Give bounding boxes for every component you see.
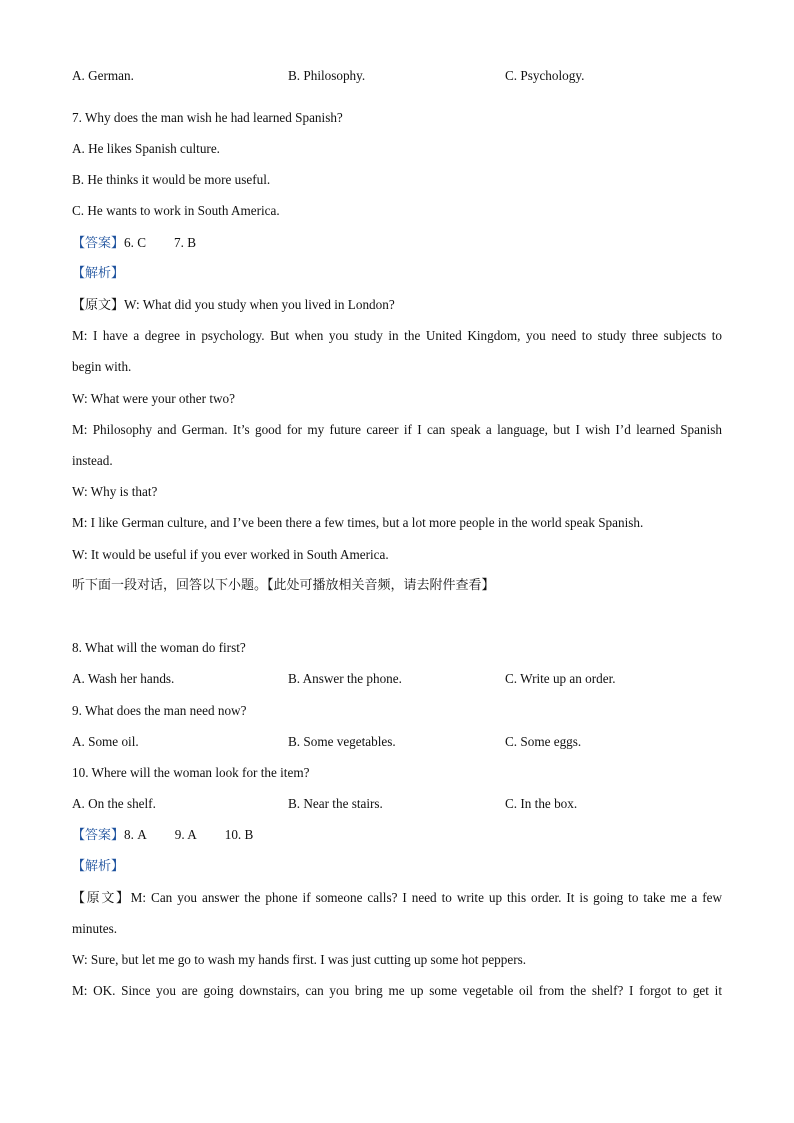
q8-option-b: B. Answer the phone. (288, 671, 402, 686)
q7-question: 7. Why does the man wish he had learned Spanish? (72, 110, 343, 125)
transcript-2-line-2: W: Sure, but let me go to wash my hands first. I was just cutting up some hot peppers. (72, 952, 527, 967)
q7-option-b: B. He thinks it would be more useful. (72, 172, 271, 187)
transcript-1-line-1: 【原文】W: What did you study when you lived in London? (72, 297, 395, 313)
q7-option-a: A. He likes Spanish culture. (72, 141, 220, 156)
transcript-tag: 【原文】 (72, 298, 125, 313)
q10-option-a: A. On the shelf. (72, 796, 156, 811)
q6-option-a: A. German. (72, 68, 134, 83)
transcript-1-line-2b: begin with. (72, 359, 132, 374)
answer-9: 9. A (174, 827, 197, 842)
answer-6: 6. C (124, 235, 146, 250)
q8-question: 8. What will the woman do first? (72, 640, 246, 655)
q10-question: 10. Where will the woman look for the item? (72, 765, 310, 780)
q7-option-c: C. He wants to work in South America. (72, 203, 280, 218)
q8-option-a: A. Wash her hands. (72, 671, 175, 686)
q8-option-c: C. Write up an order. (505, 671, 616, 686)
q10-option-b: B. Near the stairs. (288, 796, 383, 811)
q6-option-b: B. Philosophy. (288, 68, 366, 83)
q9-option-a: A. Some oil. (72, 734, 139, 749)
transcript-2-line-1a: 【原文】M: Can you answer the phone if someone calls? I need to write up this order. It is going to take me a few (72, 890, 722, 906)
transcript-tag: 【原文】 (72, 891, 131, 906)
transcript-1-line-4b: instead. (72, 453, 113, 468)
answer-10: 10. B (224, 827, 254, 842)
transcript-2-line-1b: minutes. (72, 921, 118, 936)
analysis-tag-2: 【解析】 (72, 859, 125, 874)
answer-line-1 (72, 234, 196, 253)
answer-tag: 【答案】 (72, 828, 125, 843)
transcript-1-line-5: W: Why is that? (72, 484, 158, 499)
answer-tag: 【答案】 (72, 236, 125, 251)
transcript-1-line-2a: M: I have a degree in psychology. But when you study in the United Kingdom, you need to study three subjects to (72, 328, 722, 343)
q6-option-c: C. Psychology. (505, 68, 585, 83)
transcript-1-line-6: M: I like German culture, and I’ve been there a few times, but a lot more people in the world speak Spanish. (72, 515, 644, 530)
q10-option-c: C. In the box. (505, 796, 578, 811)
q9-question: 9. What does the man need now? (72, 703, 247, 718)
transcript-1-line-4a: M: Philosophy and German. It’s good for my future career if I can speak a language, but I wish I’d learned Spanish (72, 422, 722, 437)
transcript-2-line-3: M: OK. Since you are going downstairs, can you bring me up some vegetable oil from the shelf? I forgot to get it (72, 983, 722, 998)
transcript-1-line-7: W: It would be useful if you ever worked in South America. (72, 547, 389, 562)
q9-option-b: B. Some vegetables. (288, 734, 396, 749)
answer-line-2 (72, 826, 253, 845)
transcript-1-line-3: W: What were your other two? (72, 391, 235, 406)
answer-8: 8. A (124, 827, 147, 842)
q9-option-c: C. Some eggs. (505, 734, 582, 749)
listening-instruction: 听下面一段对话，回答以下小题。【此处可播放相关音频，请去附件查看】 (72, 578, 495, 593)
answer-7: 7. B (174, 235, 196, 250)
analysis-tag-1: 【解析】 (72, 266, 125, 281)
